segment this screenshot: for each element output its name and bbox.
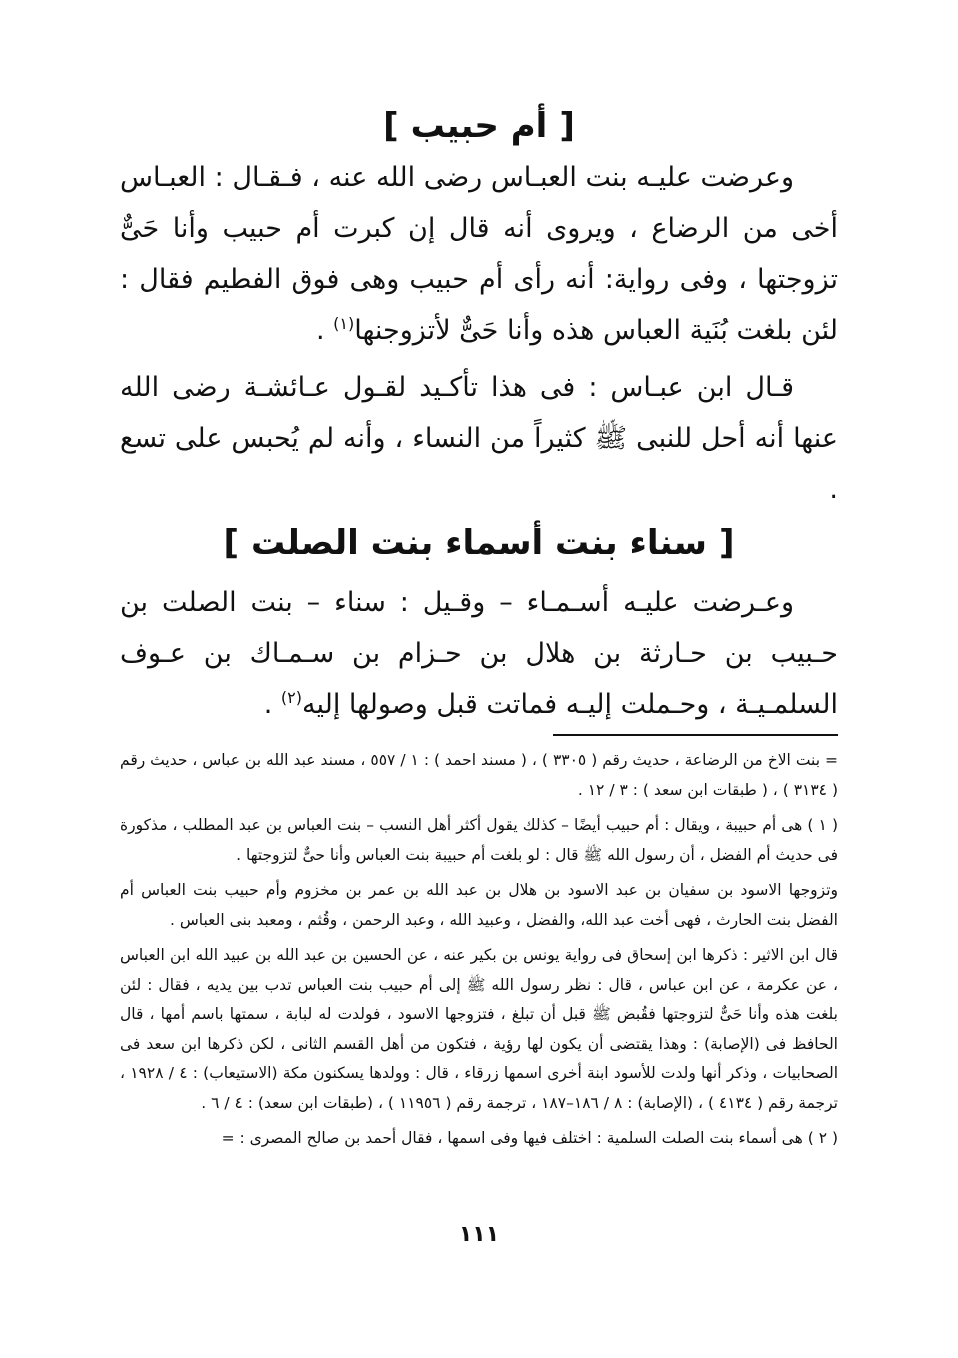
bracket-open: [ <box>559 106 575 146</box>
footnote-divider <box>553 734 838 736</box>
heading-umm-habib <box>120 100 838 152</box>
page-number: ١١١ <box>458 1222 500 1247</box>
heading-text: سناء بنت أسماء بنت الصلت <box>251 523 707 563</box>
paragraph-3-end: . <box>263 689 281 720</box>
paragraph-1-text: وعرضت عليـه بنت العبـاس رضى الله عنه ، فـقـال : العبـاس أخى من الرضاع ، ويروى أنه قال إن كبرت أم حبيب وأنا حَىٌّ تزوجتها ، وفى رواية: أنه رأى أم حبيب وهى فوق الفطيم فقال : لئن بلغت بُنَية العباس هذه وأنا حَىٌّ لأتزوجنها <box>120 162 838 346</box>
footnote-1-part-a: ( ١ ) هى أم حبيبة ، ويقال : أم حبيب أيضًا – كذلك يقول أكثر أهل النسب – بنت العباس بن عبد المطلب ، مذكورة فى حديث أم الفضل ، أن رسول الله ﷺ قال : لو بلغت أم حبيبة بنت العباس وأنا حىٌّ لتزوجتها . <box>120 816 838 864</box>
paragraph-2 <box>120 362 838 515</box>
footnote-2: ( ٢ ) هى أسماء بنت الصلت السلمية : اختلف فيها وفى اسمها ، فقال أحمد بن صالح المصرى : = <box>221 1129 838 1147</box>
book-page <box>120 100 838 1160</box>
footnote-1-part-c: قال ابن الاثير : ذكرها ابن إسحاق فى رواية يونس بن بكير عنه ، عن الحسين بن عبد الله بن عبيد الله ابن العباس ، عن عكرمة ، عن ابن عباس ، قال : نظر رسول الله ﷺ إلى أم حبيب بنت العباس تدب بين يديه ، فقال : لئن بلغت هذه وأنا حَىٌّ لتزوجتها فقُبض ﷺ قبل أن تبلغ ، فتزوجها الاسود ، فولدت له لبابة ، سمتها باسم أمها ، قال الحافظ فى (الإصابة) : وهذا يقتضى أن يكون لها رؤية ، فتكون من أهل القسم الثانى ، لكن ذكرها ابن سعد فى الصحابيات ، وذكر أنها ولدت للأسود ابنة أخرى اسمها زرقاء ، قال : وولدها يسكنون مكة (الاستيعاب) : ٤ / ١٩٢٨ ، ترجمة رقم ( ٤١٣٤ ) ، (الإصابة) : ٨ / ١٨٦–١٨٧ ، ترجمة رقم ( ١١٩٥٦ ) ، (طبقات ابن سعد) : ٤ / ٦ . <box>120 946 838 1112</box>
bracket-close: ] <box>383 106 399 146</box>
heading-text: أم حبيب <box>410 106 548 146</box>
bracket-close: ] <box>223 523 240 563</box>
footnote-ref-2: (٢) <box>280 688 302 707</box>
footnote-ref-1: (١) <box>333 314 355 333</box>
paragraph-2-text: قـال ابن عبـاس : فى هذا تأكـيد لقـول عـائشـة رضى الله عنها أنه أحل للنبى ﷺ كثيراً من النساء ، وأنه لم يُحبس على تسع . <box>120 372 838 505</box>
paragraph-1 <box>120 152 838 356</box>
footnote-1-part-b: وتزوجها الاسود بن سفيان بن عبد الاسود بن هلال بن عبد الله بن عمر بن مخزوم وأم حبيب بنت العباس أم الفضل بنت الحارث ، فهى أخت عبد الله، والفضل ، وعبيد الله ، وعبد الرحمن ، وقُثم ، ومعبد بنى العباس . <box>120 881 838 929</box>
heading-sana <box>120 517 838 569</box>
bracket-open: [ <box>718 523 735 563</box>
paragraph-3-text: وعـرضت عليـه أسـمـاء – وقـيل : سناء – بنت الصلت بن حـبيب بن حـارثة بن هلال بن حـزام بن سـمـاك بن عـوف السلمـيـة ، وحـملت إليـه فماتت قبل وصولها إليه <box>120 587 838 720</box>
footnote-continuation: = بنت الاخ من الرضاعة ، حديث رقم ( ٣٣٠٥ ) ، ( مسند احمد ) : ١ / ٥٥٧ ، مسند عبد الله بن عباس ، حديث رقم ( ٣١٣٤ ) ، ( طبقات ابن سعد ) : ٣ / ١٢ . <box>120 751 838 799</box>
paragraph-1-end: . <box>315 315 334 346</box>
paragraph-3 <box>120 577 838 730</box>
